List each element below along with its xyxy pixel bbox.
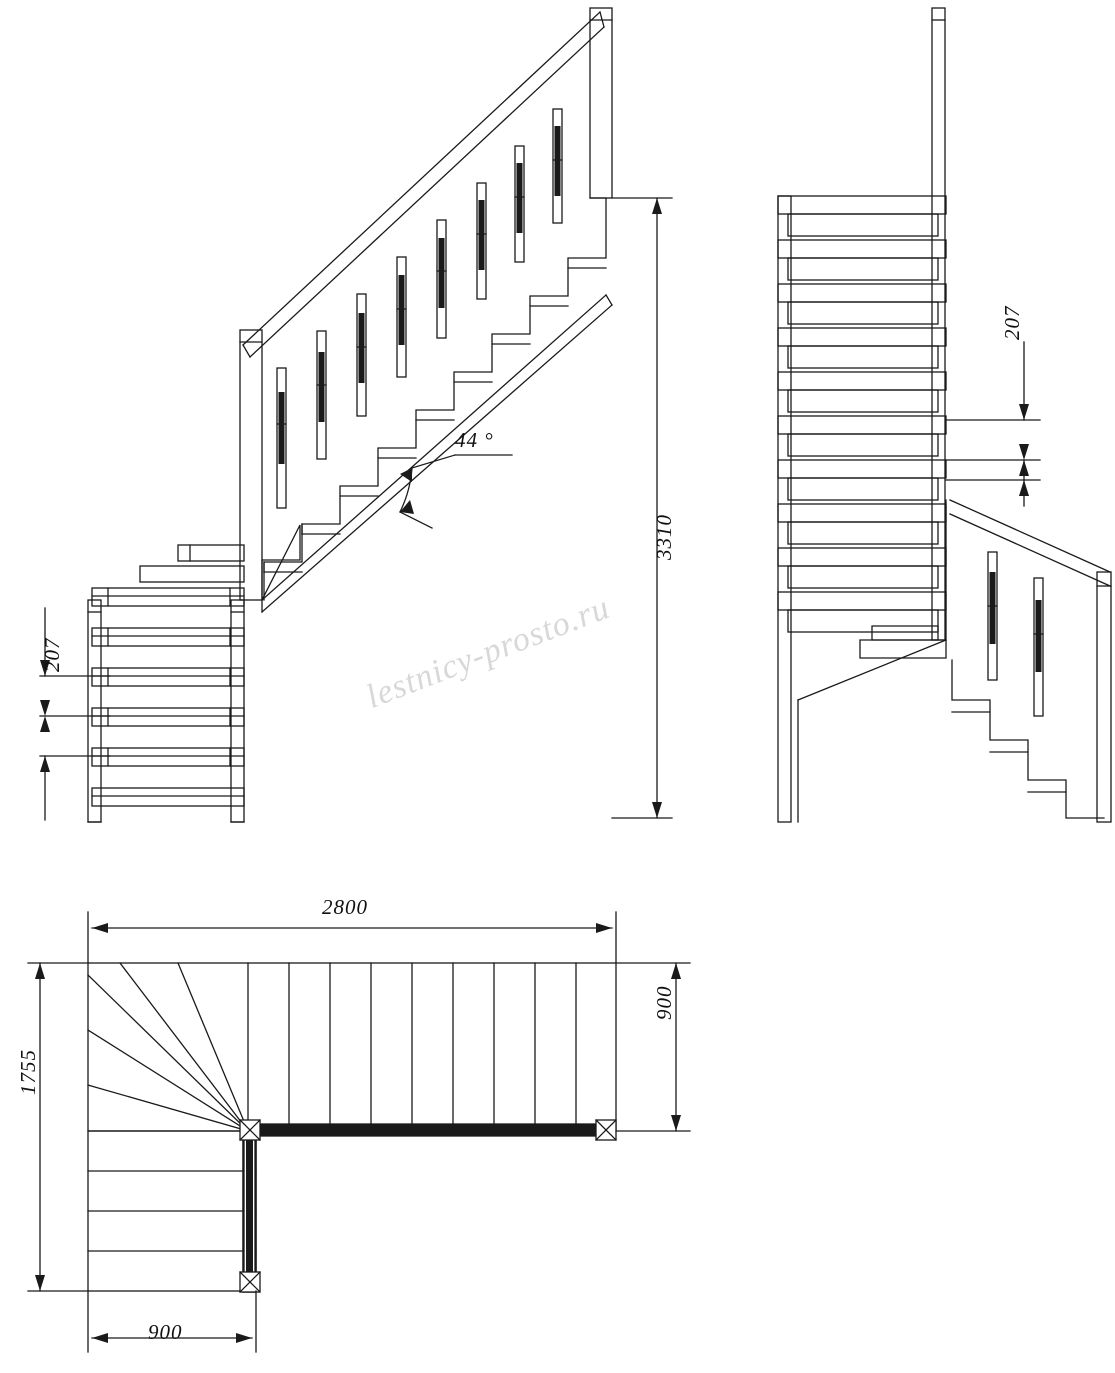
dimension-plan-lower-width: 900 [148,1320,183,1344]
dimension-plan-depth: 1755 [16,1049,40,1095]
front-elevation-group [40,8,672,822]
dimension-angle: 44 ° [455,428,494,452]
dimension-plan-length: 2800 [322,895,368,919]
dimension-riser-front: 207 [40,637,64,672]
side-elevation-group [778,8,1111,822]
dimension-riser-side: 207 [1000,305,1024,340]
dimension-plan-width: 900 [652,985,676,1020]
watermark-text: lestnicy-prosto.ru [361,588,615,716]
plan-view-group [28,912,690,1352]
dimension-total-height: 3310 [652,514,676,560]
